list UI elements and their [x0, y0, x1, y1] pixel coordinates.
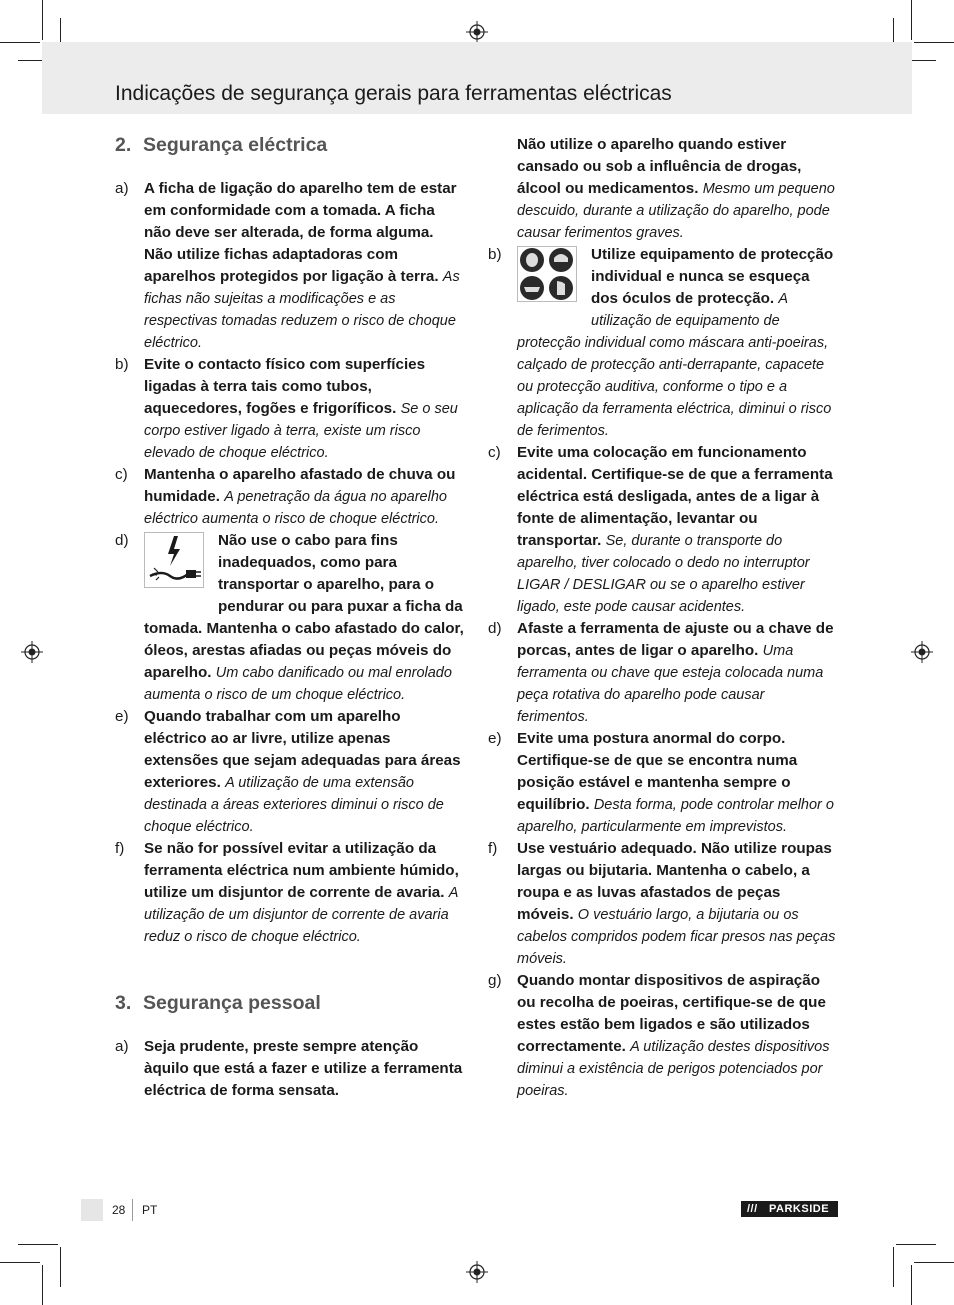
list-item — [486, 618, 838, 728]
item-letter: f) — [115, 840, 125, 857]
item-instruction: Não use o cabo para fins inadequados, como para transportar o aparelho, para o pendurar ou para puxar a ficha da tomada. Mantenha o cabo afastado do calor, óleos, arestas afiadas ou peças móveis do aparelho. — [144, 532, 464, 681]
item-letter: c) — [488, 444, 501, 461]
electric-shock-cable-icon — [144, 532, 204, 595]
protective-equipment-icon — [517, 246, 577, 309]
item-instruction: A ficha de ligação do aparelho tem de estar em conformidade com a tomada. A ficha não deve ser alterada, de forma alguma. Não utilize fichas adaptadoras com aparelhos protegidos por ligação à terra. — [144, 180, 457, 285]
item-explanation: A penetração da água no aparelho eléctrico aumenta o risco de choque eléctrico. — [144, 489, 447, 527]
page-title: Indicações de segurança gerais para ferramentas eléctricas — [115, 82, 672, 105]
list-item — [486, 442, 838, 618]
item-explanation: As fichas não sujeitas a modificações e as respectivas tomadas reduzem o risco de choque eléctrico. — [144, 269, 460, 351]
list-item — [113, 354, 465, 464]
item-letter: a) — [115, 1038, 129, 1055]
item-explanation: Se o seu corpo estiver ligado à terra, existe um risco elevado de choque eléctrico. — [144, 401, 458, 461]
registration-mark-icon — [466, 21, 488, 43]
crop-mark — [896, 1244, 936, 1245]
list-item — [113, 178, 465, 354]
language-code: PT — [142, 1203, 158, 1217]
brand-logo — [741, 1201, 838, 1217]
item-instruction: Evite uma colocação em funcionamento acidental. Certifique-se de que a ferramenta eléctrica está desligada, antes de a ligar à fonte de alimentação, levantar ou transportar. — [517, 444, 833, 549]
list-item — [113, 464, 465, 530]
list-item — [486, 838, 838, 970]
item-letter: g) — [488, 972, 502, 989]
item-explanation: O vestuário largo, a bijutaria ou os cabelos compridos podem ficar presos nas peças móveis. — [517, 907, 836, 967]
item-instruction: Se não for possível evitar a utilização da ferramenta eléctrica num ambiente húmido, utilize um disjuntor de corrente de avaria. — [144, 840, 459, 901]
item-letter: a) — [115, 180, 129, 197]
crop-mark — [911, 1265, 912, 1305]
item-instruction: Afaste a ferramenta de ajuste ou a chave de porcas, antes de ligar o aparelho. — [517, 620, 834, 659]
list-item — [113, 838, 465, 948]
list-item — [486, 244, 838, 442]
list-item — [486, 728, 838, 838]
item-letter: c) — [115, 466, 128, 483]
page-number: 28 — [112, 1203, 126, 1217]
crop-mark — [0, 1262, 40, 1263]
crop-mark — [911, 0, 912, 40]
item-instruction: Mantenha o aparelho afastado de chuva ou humidade. — [144, 466, 456, 505]
crop-mark — [60, 1247, 61, 1287]
item-instruction: Evite o contacto físico com superfícies ligadas à terra tais como tubos, aquecedores, fogões e frigoríficos. — [144, 356, 426, 417]
footer-divider — [132, 1199, 133, 1221]
list-item-continued — [486, 134, 838, 244]
section-title: Segurança pessoal — [143, 992, 321, 1014]
section-number: 3. — [115, 992, 132, 1014]
section-title: Segurança eléctrica — [143, 134, 328, 156]
right-column — [486, 134, 838, 1102]
item-instruction: Não utilize o aparelho quando estiver cansado ou sob a influência de drogas, álcool ou medicamentos. — [517, 136, 802, 197]
registration-mark-icon — [21, 641, 43, 663]
item-explanation: Mesmo um pequeno descuido, durante a utilização do aparelho, pode causar ferimentos graves. — [517, 181, 835, 241]
item-explanation: Uma ferramenta ou chave que esteja colocada numa peça rotativa do aparelho pode causar ferimentos. — [517, 643, 824, 725]
item-letter: b) — [488, 246, 502, 263]
item-letter: d) — [488, 620, 502, 637]
list-item — [113, 1036, 465, 1102]
item-instruction: Quando montar dispositivos de aspiração ou recolha de poeiras, certifique-se de que estes estão bem ligados e são utilizados correctamente. — [517, 972, 826, 1055]
registration-mark-icon — [466, 1261, 488, 1283]
left-column — [113, 134, 465, 1102]
crop-mark — [42, 1265, 43, 1305]
item-letter: e) — [115, 708, 129, 725]
brand-name: PARKSIDE — [769, 1203, 830, 1215]
list-item — [113, 706, 465, 838]
item-explanation: A utilização de uma extensão destinada a áreas exteriores diminui o risco de choque eléctrico. — [144, 775, 444, 835]
crop-mark — [0, 42, 40, 43]
footer-tab — [81, 1199, 103, 1221]
section-heading-electrical-safety — [113, 134, 465, 156]
item-explanation: Um cabo danificado ou mal enrolado aumenta o risco de um choque eléctrico. — [144, 665, 452, 703]
item-letter: d) — [115, 532, 129, 549]
registration-mark-icon — [911, 641, 933, 663]
item-instruction: Evite uma postura anormal do corpo. Certifique-se de que se encontra numa posição estável e mantenha sempre o equilíbrio. — [517, 730, 798, 813]
crop-mark — [42, 0, 43, 40]
item-explanation: Se, durante o transporte do aparelho, tiver colocado o dedo no interruptor LIGAR / DESLIGAR ou se o aparelho estiver ligado, este pode causar acidentes. — [517, 533, 810, 615]
item-letter: e) — [488, 730, 502, 747]
item-instruction: Use vestuário adequado. Não utilize roupas largas ou bijutaria. Mantenha o cabelo, a roupa e as luvas afastados de peças móveis. — [517, 840, 832, 923]
section-heading-personal-safety — [113, 992, 465, 1014]
item-explanation: A utilização destes dispositivos diminui a existência de perigos potenciados por poeiras. — [517, 1039, 830, 1099]
brand-slashes: /// — [747, 1203, 758, 1215]
item-instruction: Quando trabalhar com um aparelho eléctrico ao ar livre, utilize apenas extensões que sejam adequadas para áreas exteriores. — [144, 708, 461, 791]
crop-mark — [914, 1262, 954, 1263]
list-item — [113, 530, 465, 706]
crop-mark — [893, 1247, 894, 1287]
crop-mark — [914, 42, 954, 43]
item-explanation: A utilização de equipamento de protecção individual como máscara anti-poeiras, calçado de protecção anti-derrapante, capacete ou protecção auditiva, conforme o tipo e a aplicação da ferramenta eléctrica, diminui o risco de ferimentos. — [517, 291, 832, 439]
item-letter: f) — [488, 840, 498, 857]
section-number: 2. — [115, 134, 132, 156]
crop-mark — [18, 1244, 58, 1245]
item-letter: b) — [115, 356, 129, 373]
item-instruction: Seja prudente, preste sempre atenção àquilo que está a fazer e utilize a ferramenta eléctrica de forma sensata. — [144, 1038, 463, 1099]
item-explanation: Desta forma, pode controlar melhor o aparelho, particularmente em imprevistos. — [517, 797, 834, 835]
list-item — [486, 970, 838, 1102]
item-explanation: A utilização de um disjuntor de corrente de avaria reduz o risco de choque eléctrico. — [144, 885, 458, 945]
item-instruction: Utilize equipamento de protecção individual e nunca se esqueça dos óculos de protecção. — [591, 246, 834, 307]
